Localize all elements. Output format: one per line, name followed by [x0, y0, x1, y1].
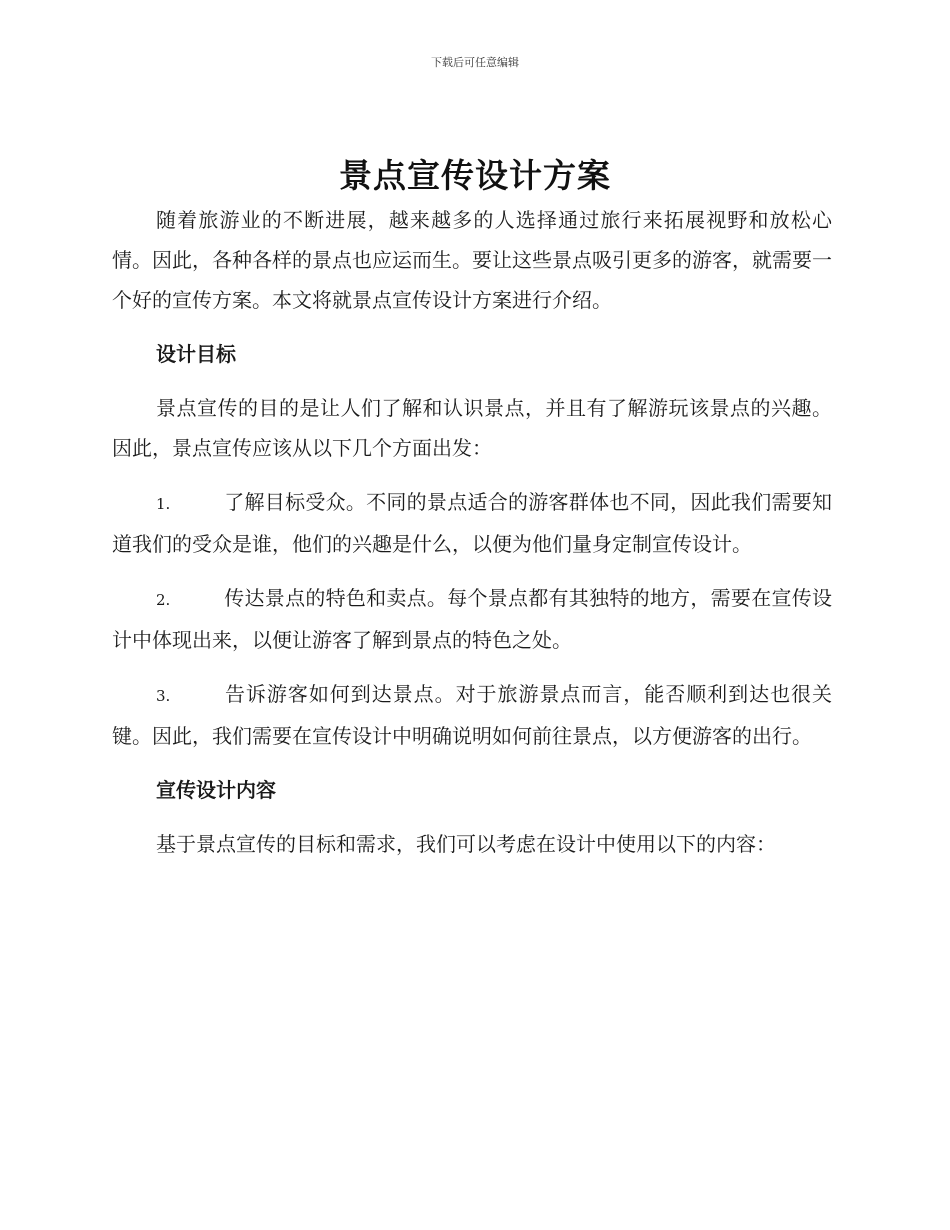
section-heading-design-goals: 设计目标: [156, 342, 236, 366]
intro-paragraph: 随着旅游业的不断进展，越来越多的人选择通过旅行来拓展视野和放松心情。因此，各种各样的景点也应运而生。要让这些景点吸引更多的游客，就需要一个好的宣传方案。本文将就景点宣传设计方案进行介绍。: [112, 208, 832, 312]
list-number: 3.: [156, 687, 171, 705]
header-note: 下载后可任意编辑: [431, 56, 519, 69]
section-heading-design-content: 宣传设计内容: [156, 778, 276, 802]
list-item-text: 传达景点的特色和卖点。每个景点都有其独特的地方，需要在宣传设计中体现出来，以便让游客了解到景点的特色之处。: [112, 586, 832, 652]
list-number: 2.: [156, 591, 171, 609]
list-item: [112, 578, 832, 660]
list-item-text: 告诉游客如何到达景点。对于旅游景点而言，能否顺利到达也很关键。因此，我们需要在宣传设计中明确说明如何前往景点，以方便游客的出行。: [112, 682, 832, 748]
list-item-text: 了解目标受众。不同的景点适合的游客群体也不同，因此我们需要知道我们的受众是谁，他们的兴趣是什么，以便为他们量身定制宣传设计。: [112, 490, 832, 556]
list-item: [112, 482, 832, 564]
design-goals-paragraph: 景点宣传的目的是让人们了解和认识景点，并且有了解游玩该景点的兴趣。因此，景点宣传应该从以下几个方面出发：: [112, 396, 832, 460]
list-item: [112, 674, 832, 756]
design-content-paragraph: 基于景点宣传的目标和需求，我们可以考虑在设计中使用以下的内容：: [156, 832, 776, 856]
list-number: 1.: [156, 495, 171, 513]
page-title: 景点宣传设计方案: [339, 156, 611, 195]
document-body: [112, 200, 832, 878]
